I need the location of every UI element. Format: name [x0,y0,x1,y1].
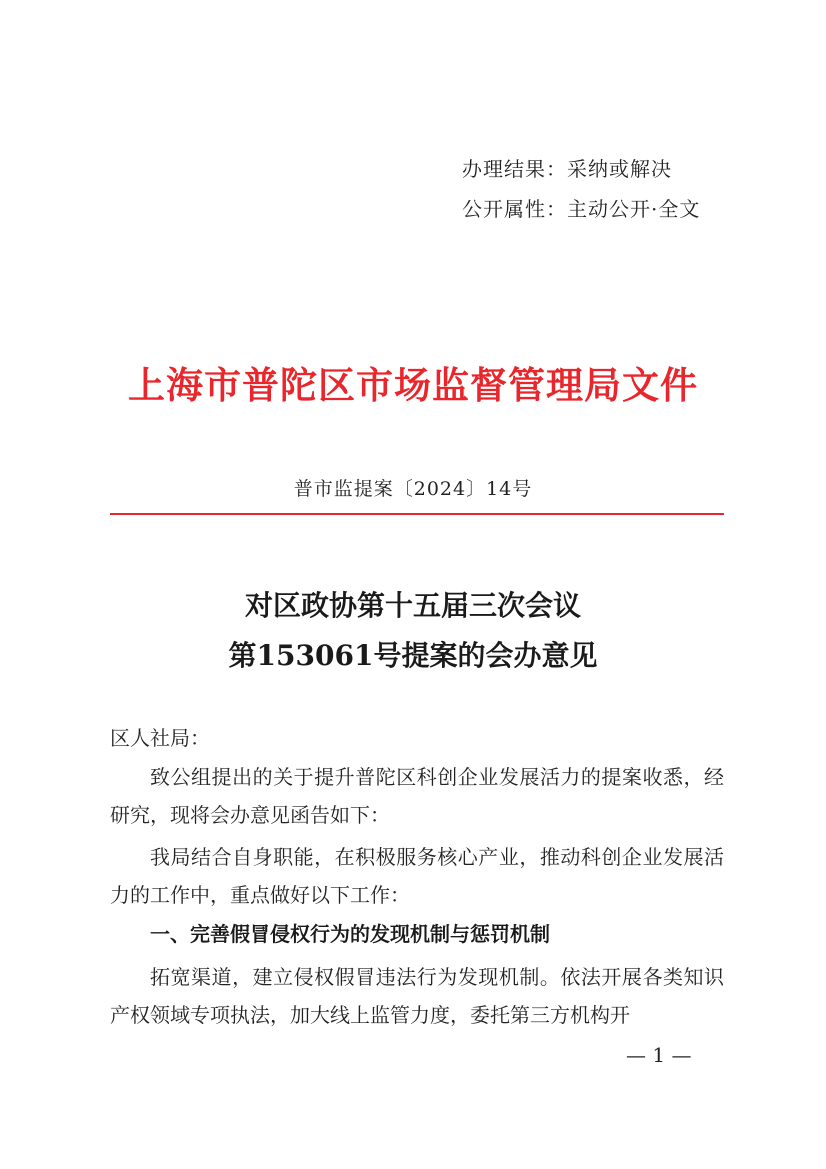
disclosure-attribute: 公开属性：主动公开·全文 [462,197,701,221]
body-paragraph-3 [110,958,724,1034]
document-title-line2: 第153061号提案的会办意见 [228,639,598,672]
handling-result: 办理结果：采纳或解决 [462,157,672,181]
section-heading-1: 一、完善假冒侵权行为的发现机制与惩罚机制 [150,922,550,946]
salutation: 区人社局： [110,726,210,750]
body-paragraph-1 [110,758,724,834]
agency-document-header: 上海市普陀区市场监督管理局文件 [128,363,698,407]
document-number: 普市监提案〔2024〕14号 [293,478,533,500]
document-title-line1: 对区政协第十五届三次会议 [244,589,581,622]
red-divider-line [110,513,724,515]
body-paragraph-2 [110,838,724,914]
paragraph-text: 致公组提出的关于提升普陀区科创企业发展活力的提案收悉，经研究，现将会办意见函告如下： [110,765,724,827]
page-number: — 1 — [626,1043,692,1067]
paragraph-text: 拓宽渠道，建立侵权假冒违法行为发现机制。依法开展各类知识产权领域专项执法，加大线上监管力度，委托第三方机构开 [110,965,724,1027]
paragraph-text: 我局结合自身职能，在积极服务核心产业，推动科创企业发展活力的工作中，重点做好以下工作： [110,845,724,907]
